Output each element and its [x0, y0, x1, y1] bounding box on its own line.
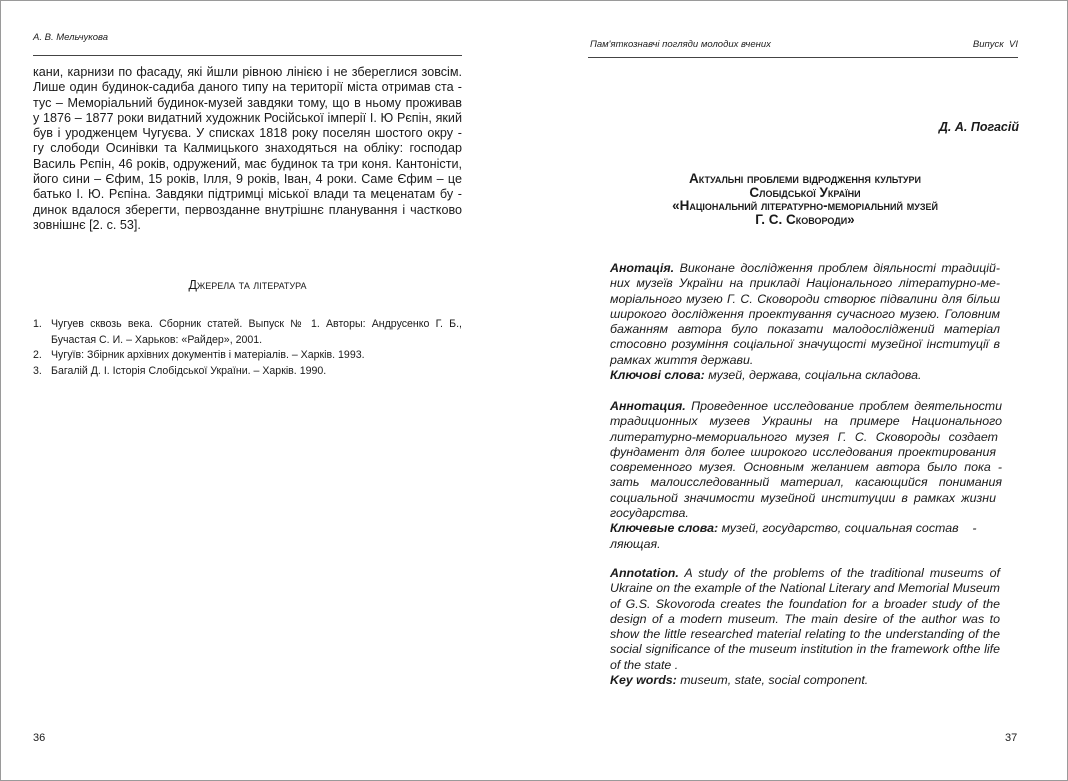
left-running-head: А. В. Мельчукова — [33, 32, 109, 43]
text-line: них музеїв України на прикладі Національного літературно-ме- — [610, 276, 1000, 291]
text-line: государства. — [610, 506, 689, 521]
text-line: зовнішнє [2. с. 53]. — [33, 217, 141, 232]
article-author: Д. А. Погасій — [938, 120, 1019, 134]
keywords-label: Ключевые слова: — [610, 521, 719, 536]
text-line: стосовно розуміння соціальної значущості музейної інституції в — [610, 337, 1000, 352]
left-body-text — [33, 65, 462, 233]
text-line: у 1876 – 1877 роки видатний художник Російської імперії І. Ю Рєпін, який — [33, 110, 462, 125]
issue-label: Випуск VI — [972, 39, 1018, 50]
reference-list — [33, 317, 462, 379]
keywords-continued: ляющая. — [610, 536, 661, 551]
text-line: тус – Меморіальний будинок-музей завдяки тому, що в ньому проживав — [33, 95, 462, 110]
annotation-label: Annotation. — [610, 566, 679, 580]
left-header-rule — [33, 55, 462, 56]
text-line: фундамент для более широкого исследования проектирования — [610, 444, 996, 459]
sources-heading: Джерела та література — [188, 278, 307, 292]
reference-line: Чугуїв: Збірник архівних документів і матеріалів. – Харків. 1993. — [51, 349, 365, 361]
right-header-rule — [588, 57, 1018, 58]
text-line: бажанням автора було показати малодосліджений матеріал — [610, 322, 1000, 337]
reference-item — [33, 348, 462, 364]
keywords-label: Key words: — [610, 673, 677, 688]
text-line: зать малоисследованный материал, касающийся понимания — [610, 475, 1002, 490]
annotation-russian — [610, 399, 1002, 552]
title-line: Г. С. Сковороди» — [755, 211, 855, 227]
text-line: show the little researched material relating to the understanding of the — [610, 627, 1000, 642]
title-line: «Національний літературно-меморіальний музей — [672, 198, 938, 213]
text-line: був і уродженцем Чугуєва. У списках 1818 року поселян шостого окру - — [33, 126, 462, 141]
text-line: Проведенное исследование проблем деятельности — [685, 399, 1002, 413]
annotation-ukrainian — [610, 261, 1000, 383]
reference-number: 2. — [33, 349, 42, 361]
keywords: музей, государство, социальная состав - — [718, 521, 977, 536]
text-line: design of a modern museum. The main desire of the author was to — [610, 611, 1000, 626]
reference-line: Бучастая С. И. – Харьков: «Райдер», 2001. — [51, 333, 263, 346]
right-running-head: Пам'яткознавчі погляди молодих вчених — [590, 39, 771, 50]
reference-item — [33, 364, 462, 380]
text-line: Ukraine on the example of the National Literary and Memorial Museum — [610, 581, 1000, 596]
reference-item — [33, 317, 462, 348]
text-line: social significance of the museum institution in the framework ofthe life — [610, 642, 1000, 657]
annotation-label: Анотація. — [610, 261, 675, 275]
annotation-label: Аннотация. — [610, 399, 686, 413]
title-line: Актуальні проблеми відродження культури — [688, 171, 922, 186]
text-line: традиционных музеев Украины на примере Национального — [610, 414, 1002, 429]
text-line: A study of the problems of the traditional museums of — [678, 566, 1000, 580]
text-line: динок вдалося зберегти, первозданне внутрішнє планування і частково — [33, 202, 462, 217]
text-line: Василь Рєпін, 46 років, одружений, має будинок та три коня. Кантоністи, — [33, 156, 462, 171]
text-line: моріального музею Г. С. Сковороди створює підвалини для більш — [610, 291, 1000, 306]
keywords: музей, держава, соціальна складова. — [704, 368, 922, 383]
text-line: кани, карнизи по фасаду, які йшли рівною лінією і не збереглися зовсім. — [33, 65, 462, 79]
keywords: museum, state, social component. — [676, 673, 869, 688]
reference-line: Багалій Д. І. Історія Слобідської України. – Харків. 1990. — [51, 364, 327, 377]
text-line: of the state . — [610, 657, 679, 672]
text-line: його сини – Єфим, 15 років, Ілля, 9 років, Іван, 4 роки. Саме Єфим – це — [33, 172, 462, 187]
text-line: of G.S. Skovoroda creates the foundation for a broader study of the — [610, 596, 1000, 611]
title-line: Слобідської України — [749, 184, 861, 200]
text-line: литературно-мемориального музея Г. С. Сковороды создает — [610, 429, 998, 444]
text-line: социальной значимости музейной институции в рамках жизни — [610, 490, 996, 505]
reference-line: Чугуев сквозь века. Сборник статей. Выпуск № 1. Авторы: Андрусенко Г. Б., — [51, 318, 462, 330]
reference-number: 1. — [33, 318, 42, 330]
text-line: батько І. Ю. Рєпіна. Завдяки підтримці міської влади та меценатам бу - — [33, 187, 462, 202]
text-line: современного музея. Основным желанием автора было пока - — [610, 460, 1002, 475]
text-line: гу слободи Осинівки та Калмицького знаходяться на обліку: господар — [33, 141, 462, 156]
text-line: Лише один будинок-садиба даного типу на території міста отримав ста - — [33, 80, 462, 95]
article-title — [590, 172, 1020, 226]
page-number-left: 36 — [33, 732, 46, 744]
text-line: широкого дослідження проектування сучасного музею. Головним — [610, 306, 1000, 321]
reference-number: 3. — [33, 364, 42, 377]
annotation-english — [610, 566, 1000, 688]
text-line: Виконане дослідження проблем діяльності традицій- — [674, 261, 1000, 275]
page-number-right: 37 — [1005, 732, 1018, 744]
keywords-label: Ключові слова: — [610, 368, 705, 383]
text-line: рамках життя держави. — [610, 352, 754, 367]
